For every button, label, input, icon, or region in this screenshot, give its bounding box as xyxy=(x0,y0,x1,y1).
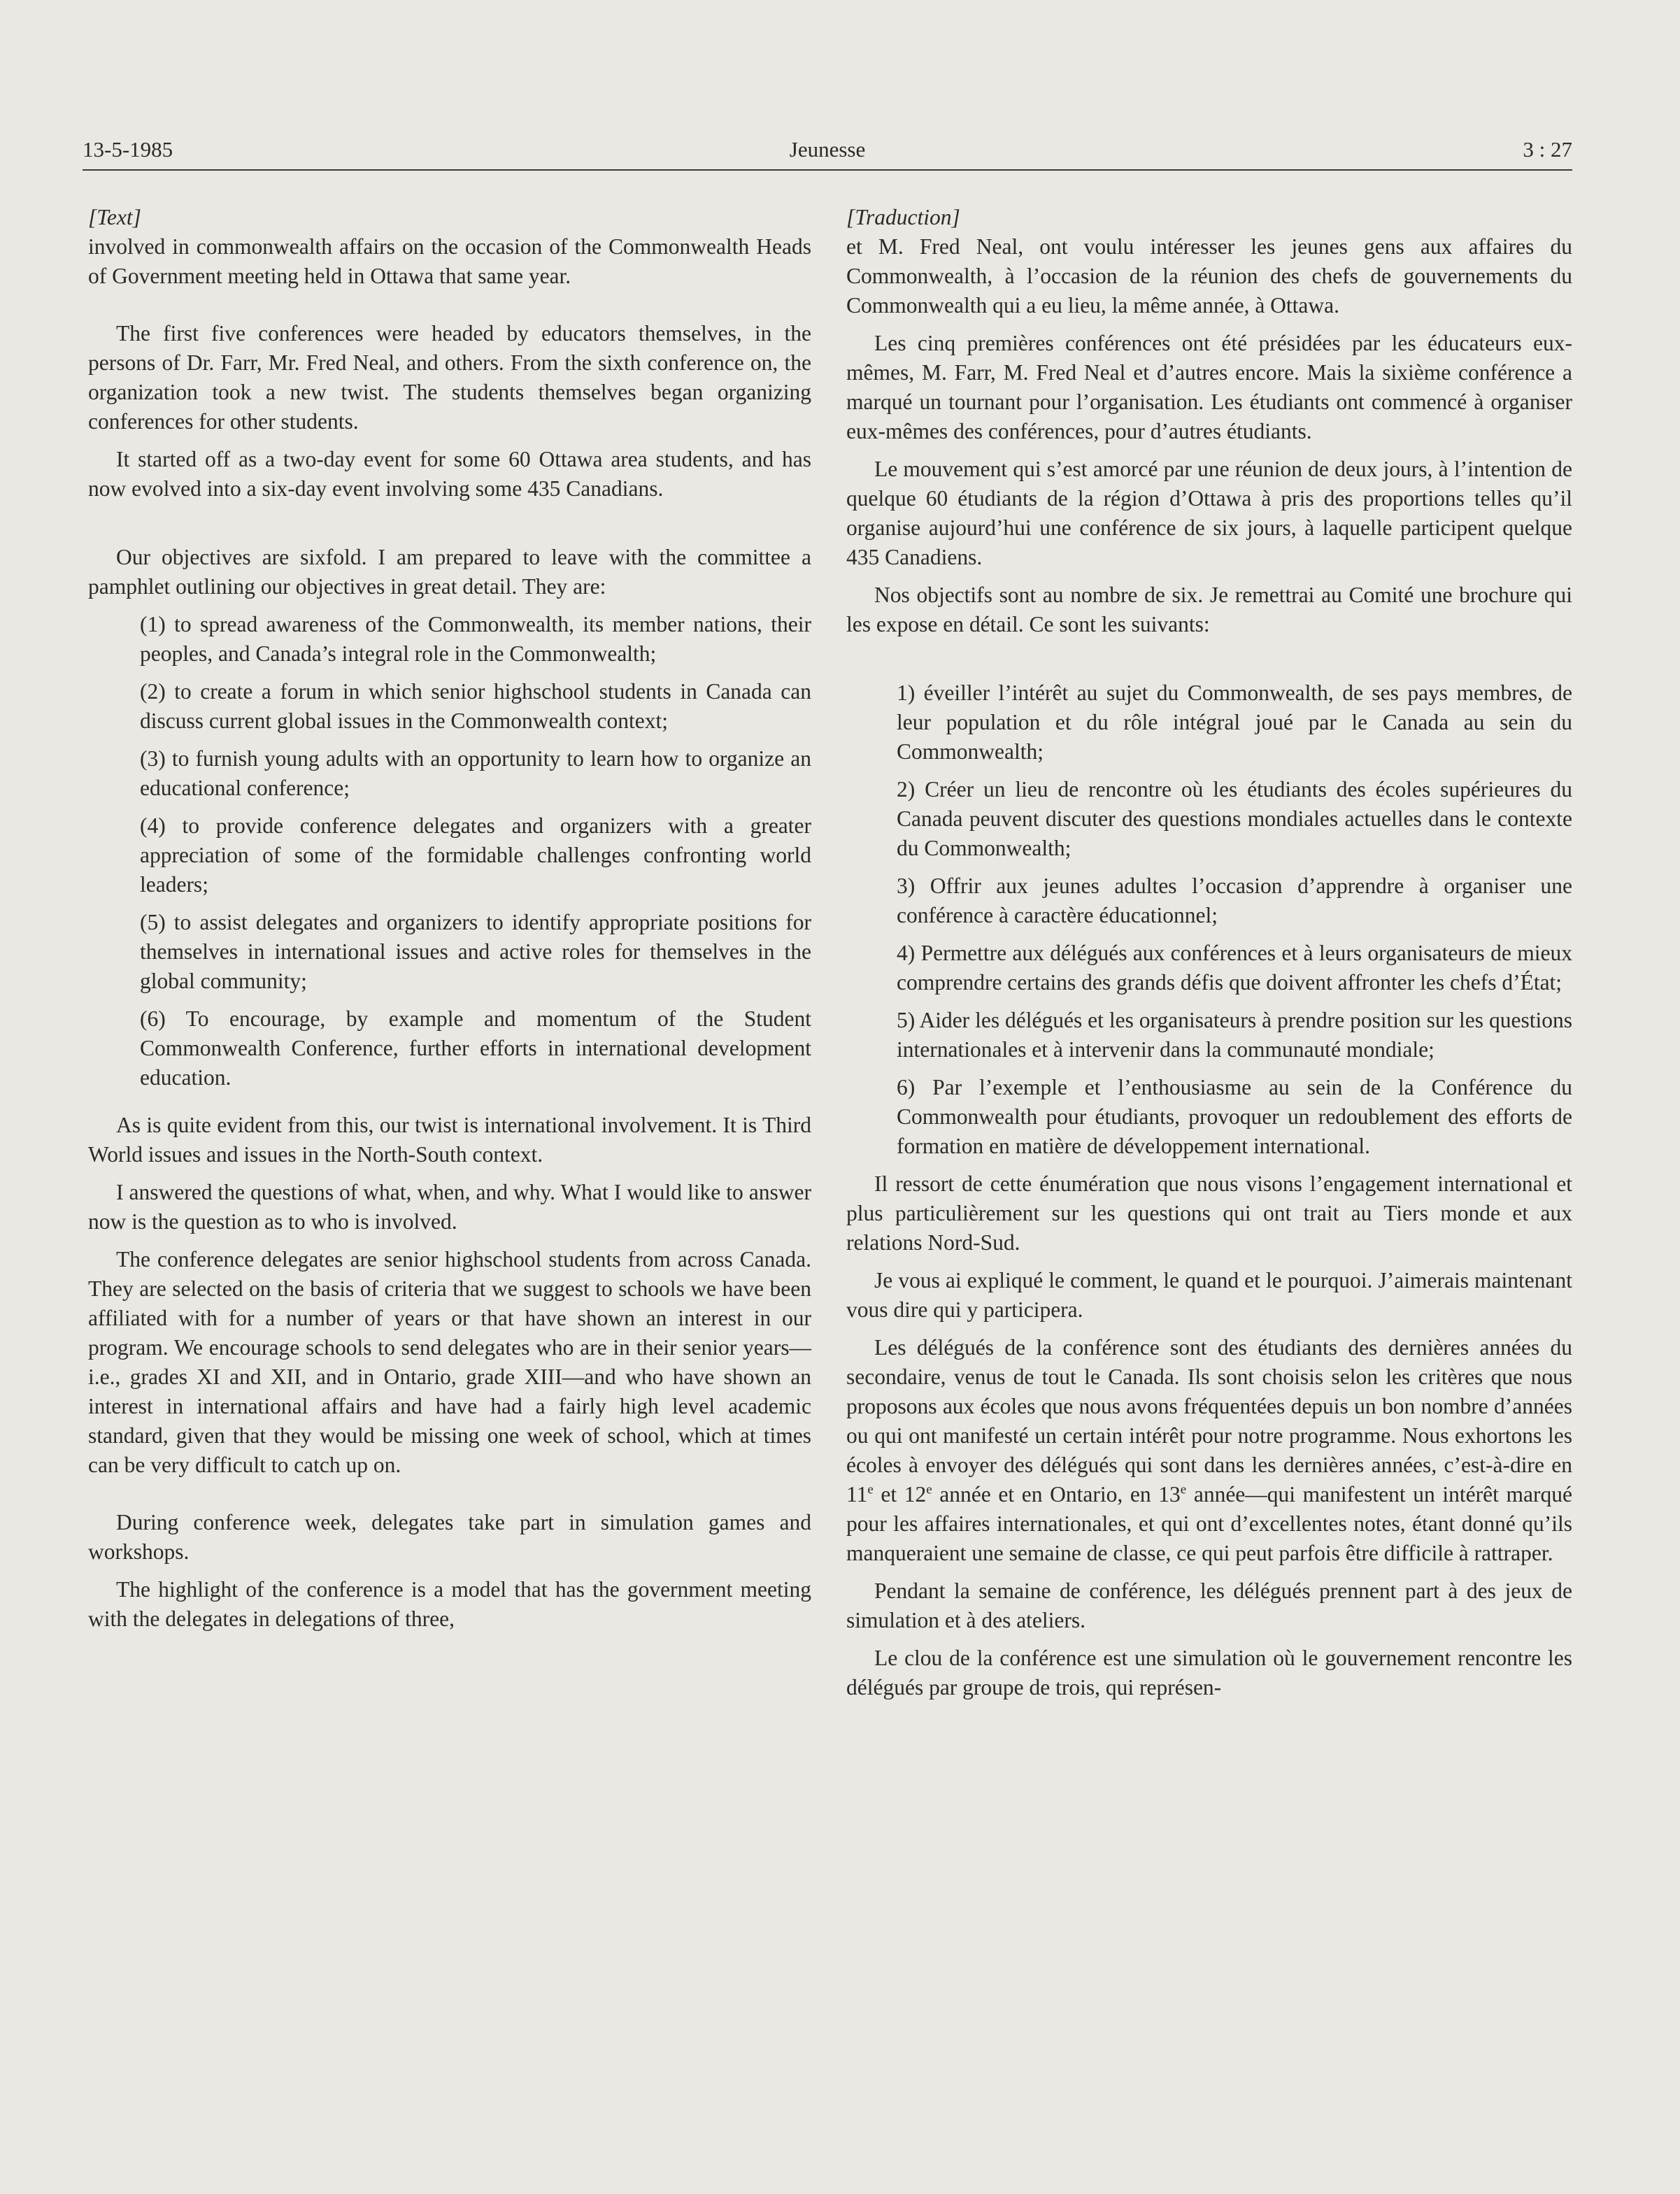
objectives-list xyxy=(88,610,811,1092)
header-date: 13-5-1985 xyxy=(83,137,173,162)
paragraph: The highlight of the conference is a model that has the government meeting with the delegates in delegations of three, xyxy=(88,1577,811,1631)
list-item: 4) Permettre aux délégués aux conférences et à leurs organisateurs de mieux comprendre certains des grands défis que doivent affronter les chefs d’État; xyxy=(897,941,1572,995)
french-column xyxy=(846,203,1572,1711)
paragraph: Le mouvement qui s’est amorcé par une réunion de deux jours, à l’intention de quelque 60 étudiants de la région d’Ottawa à pris des proportions telles qu’il organise aujourd’hui une conférence de six jours, à laquelle participent quelque 435 Canadiens. xyxy=(846,457,1572,569)
paragraph: involved in commonwealth affairs on the occasion of the Commonwealth Heads of Government meeting held in Ottawa that same year. xyxy=(88,234,811,288)
paragraph: Les délégués de la conférence sont des étudiants des dernières années du secondaire, venus de tout le Canada. Ils sont choisis selon les critères que nous proposons aux écoles que nous avons fréquentées depuis un bon nombre d’années ou qui ont manifesté un certain intérêt pour notre programme. Nous exhortons les écoles à envoyer des délégués qui sont dans les dernières années, c’est-à-dire en 11e et 12e année et en Ontario, en 13e année—qui manifestent un intérêt marqué pour les affaires internationales, et qui ont d’excellentes notes, étant donné qu’ils manqueraient une semaine de classe, ce qui peut parfois être difficile à rattraper. xyxy=(846,1335,1572,1565)
page-header xyxy=(83,137,1572,171)
paragraph: I answered the questions of what, when, and why. What I would like to answer now is the question as to who is involved. xyxy=(88,1180,811,1234)
list-item: (6) To encourage, by example and momentum of the Student Commonwealth Conference, further efforts in international development education. xyxy=(140,1006,811,1090)
list-item: 5) Aider les délégués et les organisateurs à prendre position sur les questions internationales et à intervenir dans la communauté mondiale; xyxy=(897,1008,1572,1062)
paragraph: Le clou de la conférence est une simulation où le gouvernement rencontre les délégués par groupe de trois, qui représen- xyxy=(846,1646,1572,1700)
list-item: (1) to spread awareness of the Commonwealth, its member nations, their peoples, and Canada’s integral role in the Commonwealth; xyxy=(140,612,811,666)
list-item: (2) to create a forum in which senior highschool students in Canada can discuss current global issues in the Commonwealth context; xyxy=(140,679,811,733)
paragraph: It started off as a two-day event for some 60 Ottawa area students, and has now evolved into a six-day event involving some 435 Canadians. xyxy=(88,447,811,501)
objectives-list xyxy=(846,678,1572,1161)
header-title: Jeunesse xyxy=(789,137,866,162)
list-item: (4) to provide conference delegates and organizers with a greater appreciation of some of the formidable challenges confronting world leaders; xyxy=(140,813,811,897)
list-item: (3) to furnish young adults with an opportunity to learn how to organize an educational conference; xyxy=(140,746,811,800)
paragraph: Pendant la semaine de conférence, les délégués prennent part à des jeux de simulation et à des ateliers. xyxy=(846,1579,1572,1632)
paragraph: The first five conferences were headed by educators themselves, in the persons of Dr. Farr, Mr. Fred Neal, and others. From the sixth conference on, the organization took a new twist. The students themselves began organizing conferences for other students. xyxy=(88,321,811,434)
header-page-number: 3 : 27 xyxy=(1523,137,1572,162)
section-label: [Text] xyxy=(88,205,141,229)
paragraph: The conference delegates are senior highschool students from across Canada. They are selected on the basis of criteria that we suggest to schools we have been affiliated with for a number of years or that have shown an interest in our program. We encourage schools to send delegates who are in their senior years—i.e., grades XI and XII, and in Ontario, grade XIII—and who have shown an interest in international affairs and have had a fairly high level academic standard, given that they would be missing one week of school, which at times can be very difficult to catch up on. xyxy=(88,1247,811,1477)
paragraph: During conference week, delegates take part in simulation games and workshops. xyxy=(88,1510,811,1564)
list-item: 1) éveiller l’intérêt au sujet du Commonwealth, de ses pays membres, de leur population et du rôle intégral joué par le Canada au sein du Commonwealth; xyxy=(897,681,1572,764)
paragraph: Il ressort de cette énumération que nous visons l’engagement international et plus particulièrement sur les questions qui ont trait au Tiers monde et aux relations Nord-Sud. xyxy=(846,1171,1572,1255)
paragraph: As is quite evident from this, our twist is international involvement. It is Third World issues and issues in the North-South context. xyxy=(88,1113,811,1167)
paragraph: Les cinq premières conférences ont été présidées par les éducateurs eux-mêmes, M. Farr, M. Fred Neal et d’autres encore. Mais la sixième conférence a marqué un tournant pour l’organisation. Les étudiants ont commencé à organiser eux-mêmes des conférences, pour d’autres étudiants. xyxy=(846,331,1572,443)
english-column xyxy=(88,203,811,1642)
paragraph: Je vous ai expliqué le comment, le quand et le pourquoi. J’aimerais maintenant vous dire qui y participera. xyxy=(846,1268,1572,1322)
section-label: [Traduction] xyxy=(846,205,960,229)
paragraph: Our objectives are sixfold. I am prepared to leave with the committee a pamphlet outlining our objectives in great detail. They are: xyxy=(88,545,811,599)
list-item: 3) Offrir aux jeunes adultes l’occasion d’apprendre à organiser une conférence à caractère éducationnel; xyxy=(897,874,1572,927)
list-item: 6) Par l’exemple et l’enthousiasme au sein de la Conférence du Commonwealth pour étudiants, provoquer un redoublement des efforts de formation en matière de développement international. xyxy=(897,1075,1572,1158)
list-item: (5) to assist delegates and organizers to identify appropriate positions for themselves in international issues and active roles for themselves in the global community; xyxy=(140,910,811,993)
paragraph: Nos objectifs sont au nombre de six. Je remettrai au Comité une brochure qui les expose en détail. Ce sont les suivants: xyxy=(846,583,1572,636)
list-item: 2) Créer un lieu de rencontre où les étudiants des écoles supérieures du Canada peuvent discuter des questions mondiales actuelles dans le contexte du Commonwealth; xyxy=(897,777,1572,860)
paragraph: et M. Fred Neal, ont voulu intéresser les jeunes gens aux affaires du Commonwealth, à l’occasion de la réunion des chefs de gouvernements du Commonwealth qui a eu lieu, la même année, à Ottawa. xyxy=(846,234,1572,318)
